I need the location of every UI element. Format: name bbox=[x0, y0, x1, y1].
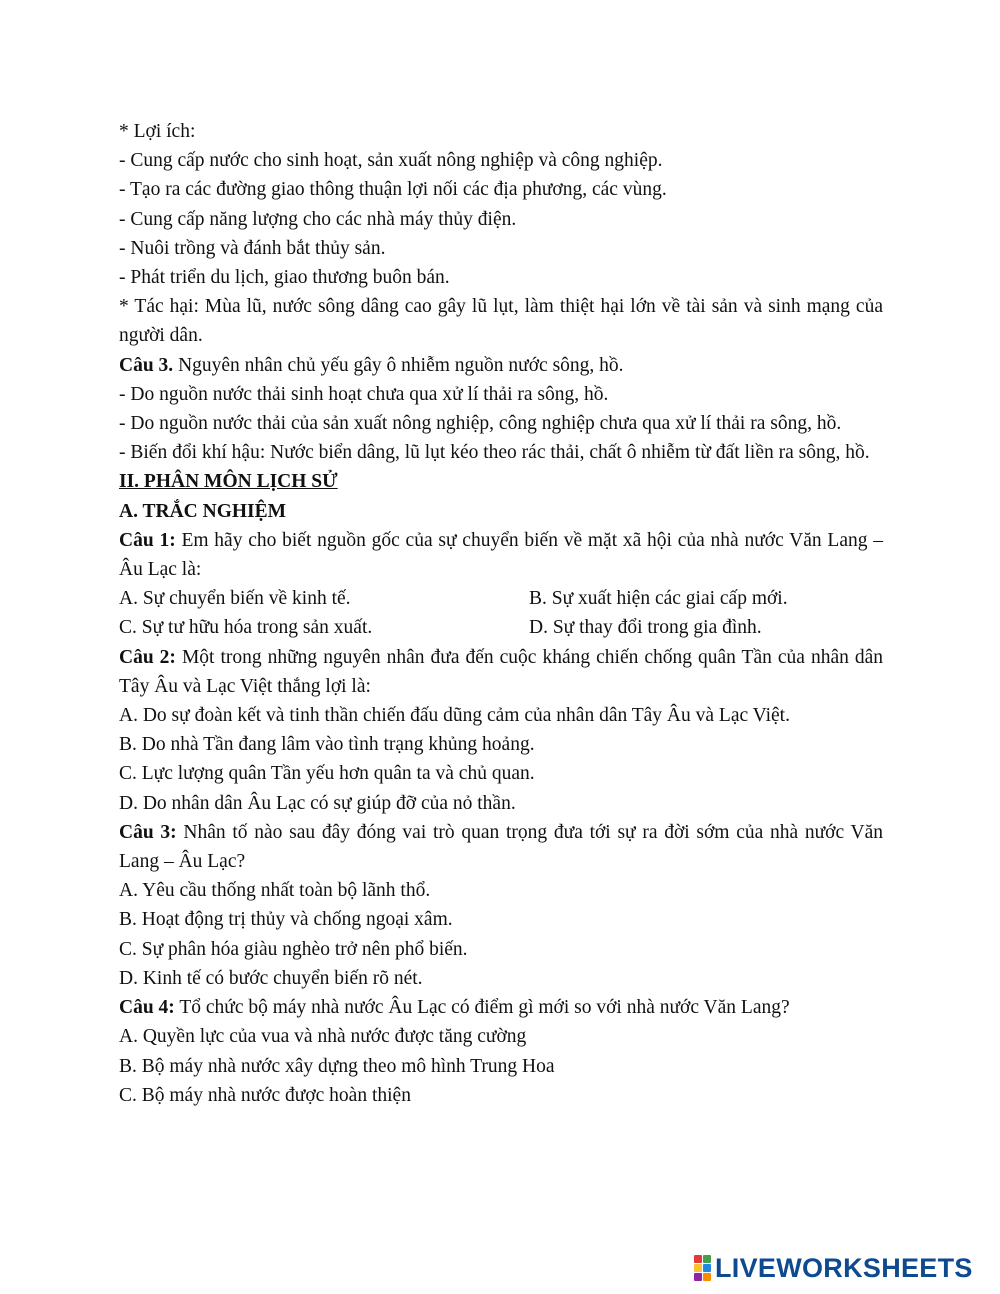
question-text: Tổ chức bộ máy nhà nước Âu Lạc có điểm gì mới so với nhà nước Văn Lang? bbox=[174, 997, 790, 1019]
option-d: D. Sự thay đổi trong gia đình. bbox=[529, 617, 762, 639]
question-label: Câu 3. bbox=[119, 354, 174, 376]
logo-text: LIVEWORKSHEETS bbox=[715, 1252, 973, 1283]
logo-square bbox=[703, 1273, 711, 1281]
question-label: Câu 2: bbox=[119, 646, 176, 668]
harm-paragraph: * Tác hại: Mùa lũ, nước sông dâng cao gây lũ lụt, làm thiệt hại lớn về tài sản và sinh mạng của người dân. bbox=[119, 296, 883, 347]
option-a: A. Quyền lực của vua và nhà nước được tăng cường bbox=[119, 1026, 527, 1048]
question-text: Nhân tố nào sau đây đóng vai trò quan trọng đưa tới sự ra đời sớm của nhà nước Văn Lang – Âu Lạc? bbox=[119, 821, 884, 873]
logo-icon bbox=[694, 1255, 711, 1281]
cause-item: - Biến đổi khí hậu: Nước biển dâng, lũ lụt kéo theo rác thải, chất ô nhiễm từ đất liền ra sông, hồ. bbox=[119, 442, 870, 464]
question-label: Câu 3: bbox=[119, 821, 177, 843]
history-question-1 bbox=[119, 526, 883, 584]
history-question-2 bbox=[119, 643, 883, 701]
option-c: C. Lực lượng quân Tần yếu hơn quân ta và chủ quan. bbox=[119, 763, 535, 785]
question-text: Một trong những nguyên nhân đưa đến cuộc kháng chiến chống quân Tần của nhân dân Tây Âu và Lạc Việt thắng lợi là: bbox=[119, 646, 884, 697]
question-text: Nguyên nhân chủ yếu gây ô nhiễm nguồn nước sông, hồ. bbox=[173, 354, 624, 376]
logo-square bbox=[694, 1255, 702, 1263]
benefits-heading: * Lợi ích: bbox=[119, 121, 196, 142]
benefit-item: - Tạo ra các đường giao thông thuận lợi nối các địa phương, các vùng. bbox=[119, 179, 667, 201]
option-c: C. Sự tư hữu hóa trong sản xuất. bbox=[119, 617, 373, 639]
benefit-item: - Cung cấp năng lượng cho các nhà máy thủy điện. bbox=[119, 208, 517, 230]
option-d: D. Do nhân dân Âu Lạc có sự giúp đỡ của nỏ thần. bbox=[119, 792, 516, 814]
option-d: D. Kinh tế có bước chuyển biến rõ nét. bbox=[119, 967, 423, 989]
option-a: A. Do sự đoàn kết và tinh thần chiến đấu dũng cảm của nhân dân Tây Âu và Lạc Việt. bbox=[119, 705, 790, 727]
liveworksheets-logo[interactable] bbox=[694, 1253, 973, 1283]
option-row bbox=[119, 584, 883, 613]
cause-item: - Do nguồn nước thải sinh hoạt chưa qua xử lí thải ra sông, hồ. bbox=[119, 383, 609, 405]
option-a: A. Sự chuyển biến về kinh tế. bbox=[119, 588, 351, 610]
option-b: B. Do nhà Tần đang lâm vào tình trạng khủng hoảng. bbox=[119, 734, 535, 756]
logo-square bbox=[694, 1264, 702, 1272]
cause-item: - Do nguồn nước thải của sản xuất nông nghiệp, công nghiệp chưa qua xử lí thải ra sông, hồ. bbox=[119, 413, 842, 435]
logo-square bbox=[703, 1264, 711, 1272]
question-label: Câu 1: bbox=[119, 529, 176, 551]
section-title: II. PHÂN MÔN LỊCH SỬ bbox=[119, 471, 338, 493]
option-b: B. Bộ máy nhà nước xây dựng theo mô hình Trung Hoa bbox=[119, 1055, 555, 1077]
option-c: C. Bộ máy nhà nước được hoàn thiện bbox=[119, 1084, 411, 1106]
subsection-title: A. TRẮC NGHIỆM bbox=[119, 500, 287, 522]
option-row bbox=[119, 613, 883, 642]
history-question-3 bbox=[119, 818, 883, 876]
option-b: B. Hoạt động trị thủy và chống ngoại xâm. bbox=[119, 909, 453, 931]
document-page bbox=[119, 117, 883, 1110]
geo-question-3 bbox=[119, 351, 883, 380]
option-b: B. Sự xuất hiện các giai cấp mới. bbox=[529, 588, 788, 610]
question-label: Câu 4: bbox=[119, 997, 175, 1019]
option-a: A. Yêu cầu thống nhất toàn bộ lãnh thổ. bbox=[119, 880, 431, 902]
benefit-item: - Cung cấp nước cho sinh hoạt, sản xuất nông nghiệp và công nghiệp. bbox=[119, 150, 663, 172]
benefit-item: - Phát triển du lịch, giao thương buôn bán. bbox=[119, 267, 450, 289]
logo-square bbox=[703, 1255, 711, 1263]
history-question-4 bbox=[119, 993, 883, 1022]
question-text: Em hãy cho biết nguồn gốc của sự chuyển biến về mặt xã hội của nhà nước Văn Lang – Âu Lạc là: bbox=[119, 529, 883, 581]
option-c: C. Sự phân hóa giàu nghèo trở nên phổ biến. bbox=[119, 938, 468, 960]
logo-square bbox=[694, 1273, 702, 1281]
benefit-item: - Nuôi trồng và đánh bắt thủy sản. bbox=[119, 237, 386, 259]
